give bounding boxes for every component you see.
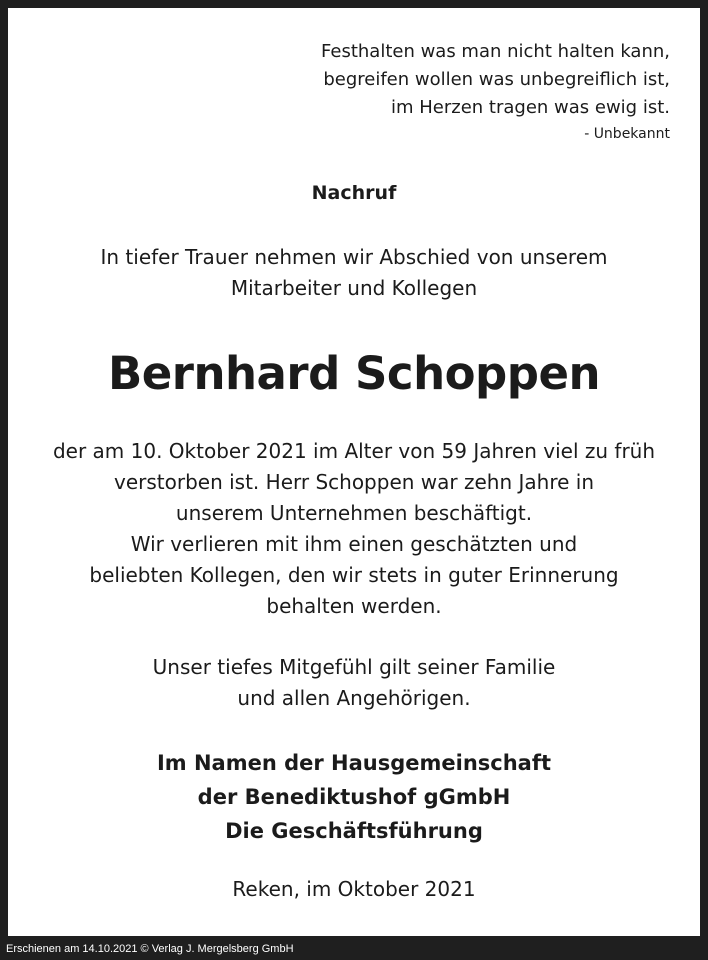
signature-line: der Benediktushof gGmbH [197, 785, 511, 809]
publication-footer: Erschienen am 14.10.2021 © Verlag J. Mergelsberg GmbH [6, 943, 294, 955]
condolence-text [8, 652, 700, 714]
motto-quote [321, 38, 670, 146]
obituary-card [8, 8, 700, 936]
signature-block [8, 746, 700, 848]
deceased-name: Bernhard Schoppen [107, 347, 601, 400]
intro-text [8, 242, 700, 304]
body-line: behalten werden. [266, 594, 442, 618]
place-date: Reken, im Oktober 2021 [232, 877, 476, 901]
motto-line: Festhalten was man nicht halten kann, [321, 41, 670, 62]
signature-line: Die Geschäftsführung [225, 819, 483, 843]
intro-line: Mitarbeiter und Kollegen [230, 276, 478, 300]
body-text [8, 436, 700, 622]
intro-line: In tiefer Trauer nehmen wir Abschied von unserem [100, 245, 608, 269]
motto-line: begreifen wollen was unbegreiflich ist, [323, 69, 670, 90]
condolence-line: und allen Angehörigen. [237, 686, 471, 710]
body-line: beliebten Kollegen, den wir stets in guter Erinnerung [89, 563, 619, 587]
body-line: unserem Unternehmen beschäftigt. [175, 501, 533, 525]
motto-author: - Unbekannt [584, 126, 670, 142]
signature-line: Im Namen der Hausgemeinschaft [156, 751, 552, 775]
condolence-line: Unser tiefes Mitgefühl gilt seiner Familie [152, 655, 556, 679]
body-line: der am 10. Oktober 2021 im Alter von 59 Jahren viel zu früh [52, 439, 656, 463]
obituary-heading: Nachruf [311, 182, 397, 204]
body-line: Wir verlieren mit ihm einen geschätzten und [130, 532, 578, 556]
motto-line: im Herzen tragen was ewig ist. [391, 97, 670, 118]
body-line: verstorben ist. Herr Schoppen war zehn Jahre in [114, 470, 594, 494]
